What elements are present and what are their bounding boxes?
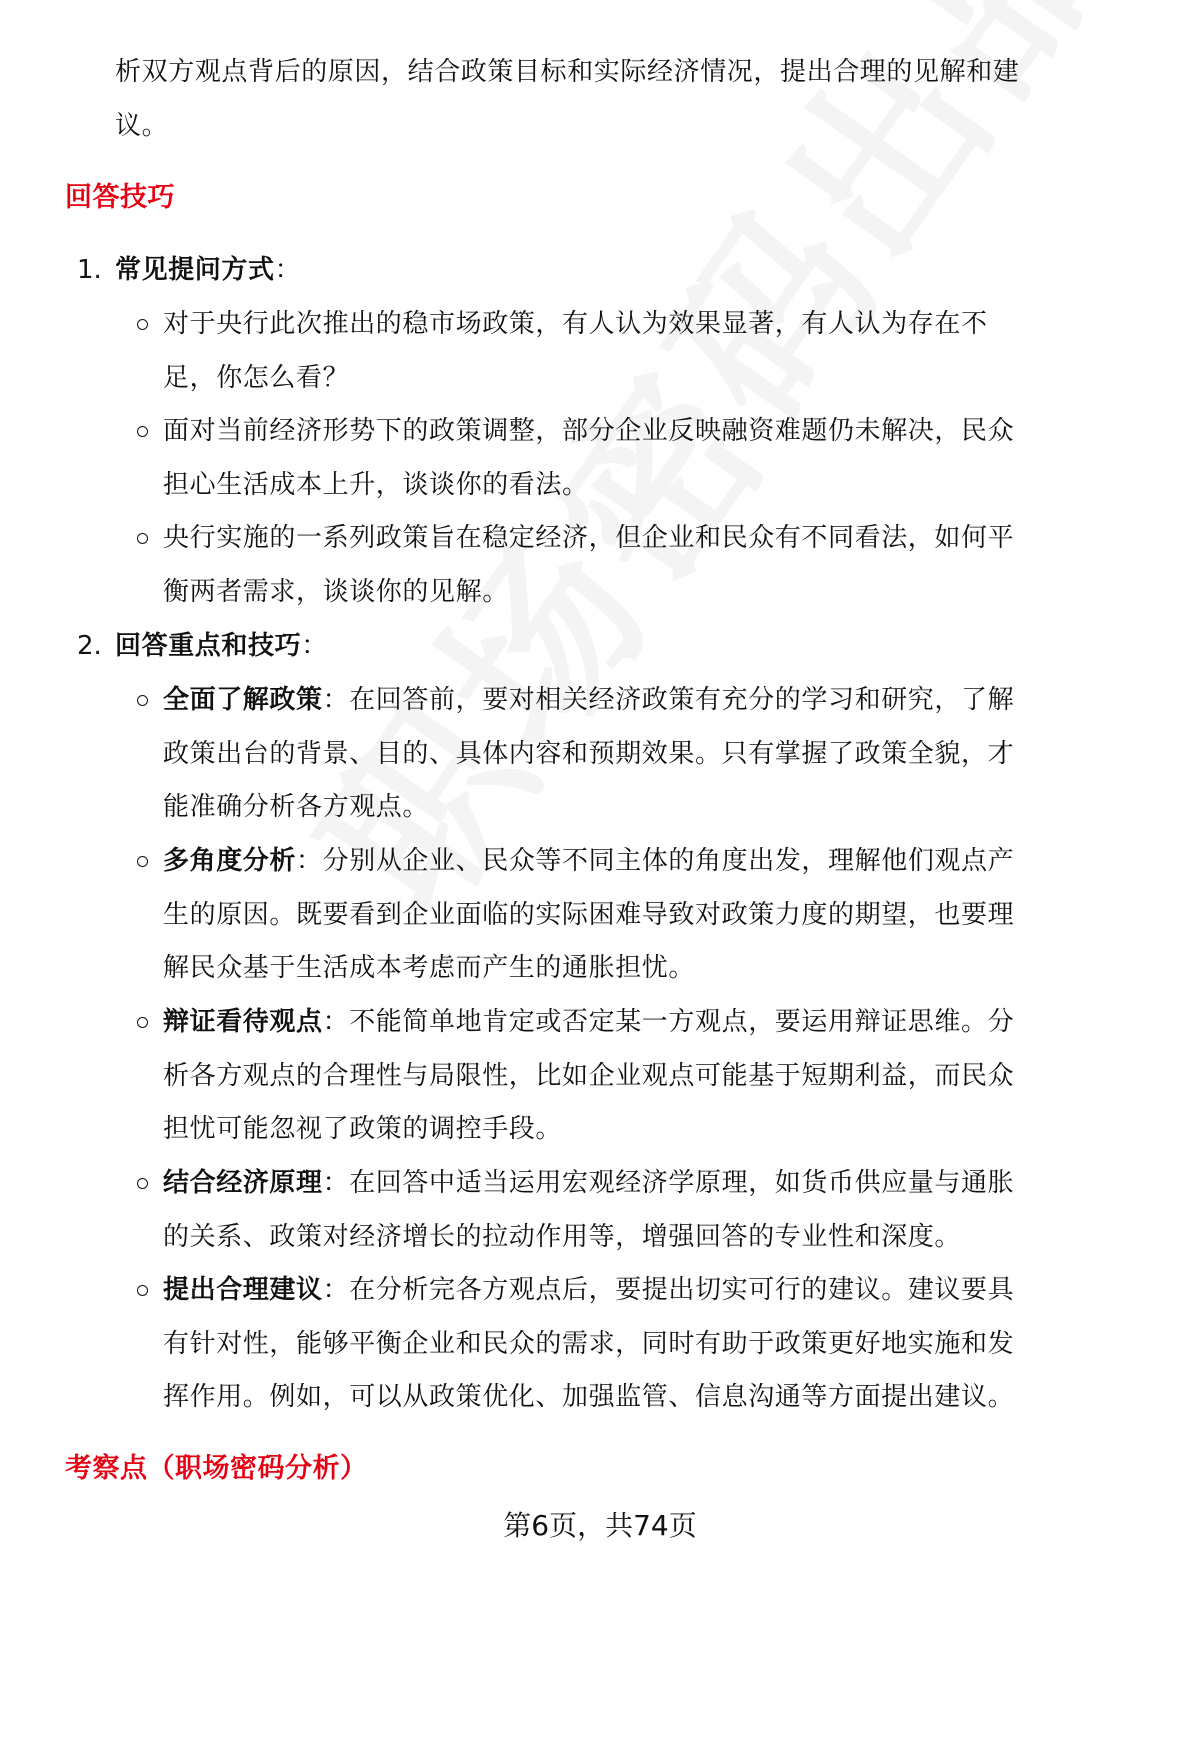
bullet-2-5-line-1 (163, 1273, 1014, 1307)
bullet-1-1-line-1: 对于央行此次推出的稳市场政策，有人认为效果显著，有人认为存在不 (163, 309, 988, 339)
bullet-1-1-line-2: 足，你怎么看？ (163, 363, 350, 393)
bullet-1-3-line-1: 央行实施的一系列政策旨在稳定经济，但企业和民众有不同看法，如何平 (163, 523, 1015, 553)
bullet-icon (137, 1178, 148, 1189)
bullet-2-1-line-3: 能准确分析各方观点。 (163, 792, 430, 822)
bullet-icon (137, 533, 148, 544)
bullet-icon (137, 426, 148, 437)
bullet-text: ：在回答中适当运用宏观经济学原理，如货币供应量与通胀 (322, 1168, 1015, 1198)
bullet-bold-term: 多角度分析 (163, 846, 297, 876)
list-number-1: 1. (77, 255, 102, 285)
bullet-1-2-line-2: 担心生活成本上升，谈谈你的看法。 (163, 470, 589, 500)
bullet-icon (137, 695, 148, 706)
intro-line-2: 议。 (115, 111, 169, 141)
colon: ： (301, 631, 328, 661)
bullet-2-2-line-3: 解民众基于生活成本考虑而产生的通胀担忧。 (163, 953, 696, 983)
bullet-2-2-line-1 (163, 844, 1014, 878)
bullet-2-1-line-1 (163, 683, 1014, 717)
bullet-2-3-line-3: 担忧可能忽视了政策的调控手段。 (163, 1114, 563, 1144)
section-heading-answer-tips: 回答技巧 (65, 182, 175, 213)
bullet-text: ：分别从企业、民众等不同主体的角度出发，理解他们观点产 (296, 846, 1015, 876)
bullet-bold-term: 结合经济原理 (163, 1168, 323, 1198)
bullet-2-5-line-2: 有针对性，能够平衡企业和民众的需求，同时有助于政策更好地实施和发 (163, 1329, 1015, 1359)
bullet-2-3-line-2: 析各方观点的合理性与局限性，比如企业观点可能基于短期利益，而民众 (163, 1061, 1015, 1091)
bullet-bold-term: 全面了解政策 (163, 685, 323, 715)
bullet-2-2-line-2: 生的原因。既要看到企业面临的实际困难导致对政策力度的期望，也要理 (163, 900, 1015, 930)
bullet-icon (137, 319, 148, 330)
intro-line-1: 析双方观点背后的原因，结合政策目标和实际经济情况，提出合理的见解和建 (115, 57, 1020, 87)
bullet-icon (137, 1285, 148, 1296)
list-number-2: 2. (77, 631, 102, 661)
page-indicator: 第6页，共74页 (503, 1509, 697, 1542)
bullet-text: ：在回答前，要对相关经济政策有充分的学习和研究，了解 (322, 685, 1015, 715)
colon: ： (274, 255, 302, 285)
item-title: 常见提问方式 (115, 255, 275, 285)
bullet-text: ：不能简单地肯定或否定某一方观点，要运用辩证思维。分 (322, 1007, 1015, 1037)
bullet-bold-term: 辩证看待观点 (163, 1007, 323, 1037)
bullet-2-1-line-2: 政策出台的背景、目的、具体内容和预期效果。只有掌握了政策全貌，才 (163, 739, 1015, 769)
section-heading-exam-points: 考察点（职场密码分析） (65, 1453, 368, 1484)
item-title: 回答重点和技巧 (115, 631, 302, 661)
bullet-1-3-line-2: 衡两者需求，谈谈你的见解。 (163, 577, 509, 607)
bullet-icon (137, 1017, 148, 1028)
bullet-2-4-line-1 (163, 1166, 1014, 1200)
bullet-2-4-line-2: 的关系、政策对经济增长的拉动作用等，增强回答的专业性和深度。 (163, 1222, 962, 1252)
bullet-text: ：在分析完各方观点后，要提出切实可行的建议。建议要具 (322, 1275, 1015, 1305)
bullet-1-2-line-1: 面对当前经济形势下的政策调整，部分企业反映融资难题仍未解决，民众 (163, 416, 1015, 446)
bullet-icon (137, 856, 148, 867)
list-item-title-1 (115, 253, 301, 287)
list-item-title-2 (115, 629, 328, 663)
bullet-2-5-line-3: 挥作用。例如，可以从政策优化、加强监管、信息沟通等方面提出建议。 (163, 1382, 1015, 1412)
bullet-2-3-line-1 (163, 1005, 1014, 1039)
bullet-bold-term: 提出合理建议 (163, 1275, 323, 1305)
